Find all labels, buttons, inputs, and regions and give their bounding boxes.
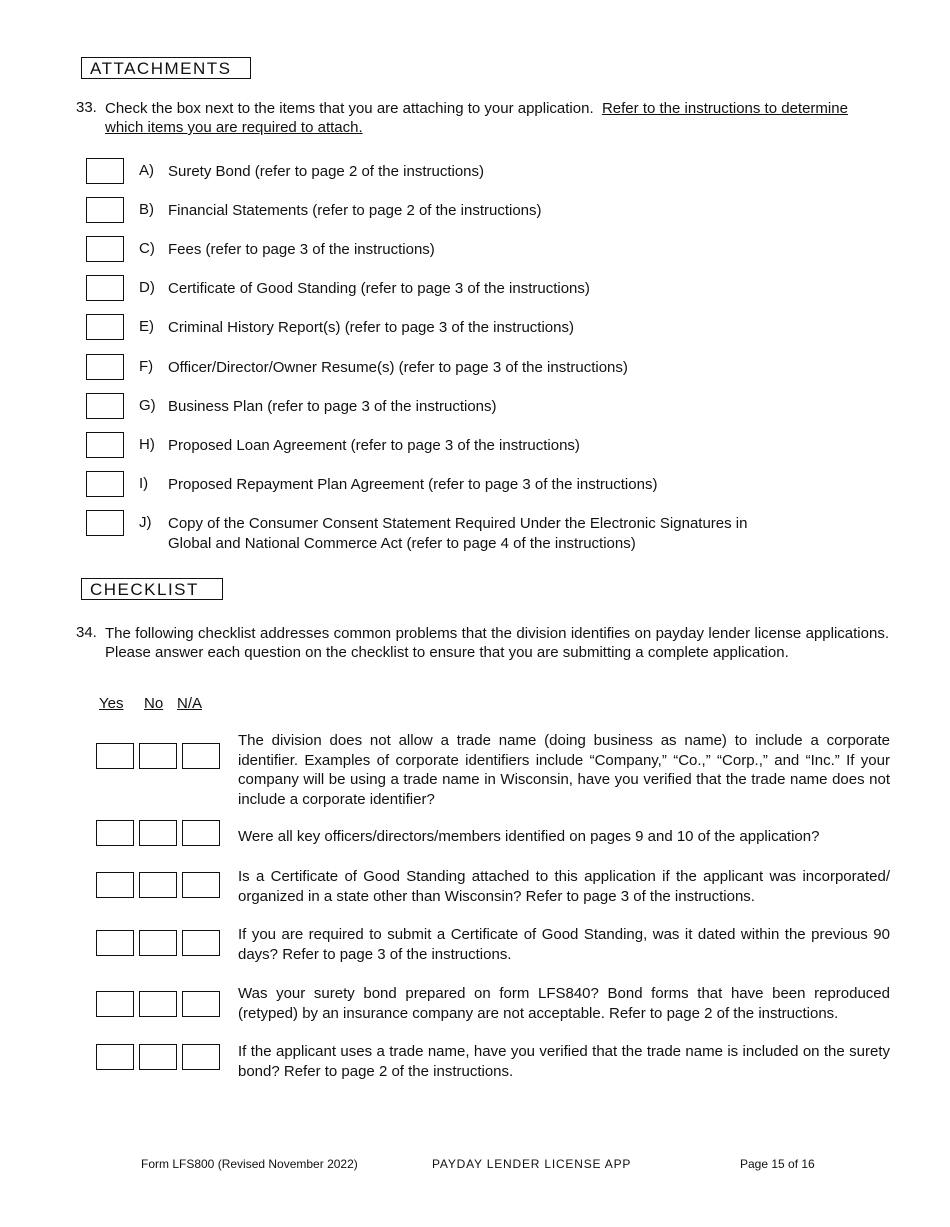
- attachment-letter: J): [139, 514, 152, 531]
- question-34-text: The following checklist addresses common problems that the division identifies on payday lender license applications. Please answer each question on the checklist to ensure that you are submitting a complete application.: [105, 625, 889, 661]
- question-33-text: [105, 99, 890, 137]
- attachment-item-a: [86, 158, 886, 198]
- attachment-checkbox-f[interactable]: [86, 354, 124, 380]
- attachment-checkbox-g[interactable]: [86, 393, 124, 419]
- attachment-item-f: [86, 354, 886, 394]
- checklist-na-checkbox[interactable]: [182, 820, 220, 846]
- checklist-question: Was your surety bond prepared on form LFS840? Bond forms that have been reproduced (retyped) by an insurance company are not acceptable. Refer to page 2 of the instructions.: [238, 985, 890, 1022]
- checklist-no-checkbox[interactable]: [139, 743, 177, 769]
- attachment-item-g: [86, 393, 886, 433]
- attachment-letter: H): [139, 436, 155, 453]
- attachment-label-line1: Copy of the Consumer Consent Statement Required Under the Electronic Signatures in: [168, 515, 748, 532]
- attachment-letter: E): [139, 318, 154, 335]
- attachment-label-line2: Global and National Commerce Act (refer to page 4 of the instructions): [168, 535, 636, 552]
- attachment-checkbox-b[interactable]: [86, 197, 124, 223]
- attachment-checkbox-h[interactable]: [86, 432, 124, 458]
- question-34-number: 34.: [76, 624, 97, 641]
- attachment-label: Officer/Director/Owner Resume(s) (refer to page 3 of the instructions): [168, 359, 628, 376]
- attachment-label: Criminal History Report(s) (refer to page 3 of the instructions): [168, 319, 574, 336]
- checklist-no-checkbox[interactable]: [139, 872, 177, 898]
- attachment-item-b: [86, 197, 886, 237]
- attachment-label: Certificate of Good Standing (refer to page 3 of the instructions): [168, 280, 590, 297]
- checklist-na-checkbox[interactable]: [182, 991, 220, 1017]
- checklist-question: If you are required to submit a Certificate of Good Standing, was it dated within the previous 90 days? Refer to page 3 of the instructions.: [238, 926, 890, 963]
- checklist-yes-checkbox[interactable]: [96, 1044, 134, 1070]
- attachment-label: Proposed Repayment Plan Agreement (refer to page 3 of the instructions): [168, 476, 658, 493]
- checklist-yes-checkbox[interactable]: [96, 991, 134, 1017]
- checklist-no-checkbox[interactable]: [139, 930, 177, 956]
- attachment-label: Business Plan (refer to page 3 of the instructions): [168, 398, 497, 415]
- checklist-question: If the applicant uses a trade name, have you verified that the trade name is included on the surety bond? Refer to page 2 of the instructions.: [238, 1043, 890, 1080]
- attachment-label: Fees (refer to page 3 of the instructions): [168, 241, 435, 258]
- footer-form-id: Form LFS800 (Revised November 2022): [141, 1157, 358, 1171]
- attachment-letter: F): [139, 358, 154, 375]
- attachment-checkbox-j[interactable]: [86, 510, 124, 536]
- attachment-item-j: [86, 510, 886, 558]
- attachment-label: Proposed Loan Agreement (refer to page 3 of the instructions): [168, 437, 580, 454]
- attachment-letter: B): [139, 201, 154, 218]
- checklist-section-header: CHECKLIST: [81, 578, 223, 600]
- question-33-number: 33.: [76, 99, 97, 116]
- attachment-checkbox-d[interactable]: [86, 275, 124, 301]
- column-header-yes: Yes: [99, 695, 124, 712]
- attachment-item-i: [86, 471, 886, 511]
- column-header-no: No: [144, 695, 164, 712]
- checklist-no-checkbox[interactable]: [139, 820, 177, 846]
- question-33-intro: Check the box next to the items that you are attaching to your application.: [105, 100, 594, 117]
- attachment-checkbox-c[interactable]: [86, 236, 124, 262]
- checklist-yes-checkbox[interactable]: [96, 930, 134, 956]
- question-33-link-line2: which items you are required to attach.: [105, 119, 363, 136]
- attachment-letter: A): [139, 162, 154, 179]
- attachment-letter: C): [139, 240, 155, 257]
- footer-page-number: Page 15 of 16: [740, 1157, 815, 1171]
- attachment-item-h: [86, 432, 886, 472]
- question-33-link-line1: Refer to the instructions to determine: [601, 100, 848, 117]
- attachment-letter: G): [139, 397, 156, 414]
- attachment-checkbox-e[interactable]: [86, 314, 124, 340]
- attachment-letter: D): [139, 279, 155, 296]
- checklist-no-checkbox[interactable]: [139, 991, 177, 1017]
- attachment-item-d: [86, 275, 886, 315]
- checklist-na-checkbox[interactable]: [182, 1044, 220, 1070]
- checklist-yes-checkbox[interactable]: [96, 820, 134, 846]
- column-header-na: N/A: [177, 695, 203, 712]
- checklist-na-checkbox[interactable]: [182, 743, 220, 769]
- checklist-question: Is a Certificate of Good Standing attached to this application if the applicant was incorporated/ organized in a state other than Wisconsin? Refer to page 3 of the instructions.: [238, 868, 890, 905]
- footer-title: PAYDAY LENDER LICENSE APP: [432, 1157, 632, 1171]
- attachment-letter: I): [139, 475, 149, 492]
- attachment-item-e: [86, 314, 886, 354]
- attachments-section-header: ATTACHMENTS: [81, 57, 251, 79]
- checklist-question: Were all key officers/directors/members identified on pages 9 and 10 of the application?: [238, 828, 820, 845]
- attachment-item-c: [86, 236, 886, 276]
- checklist-no-checkbox[interactable]: [139, 1044, 177, 1070]
- checklist-na-checkbox[interactable]: [182, 872, 220, 898]
- attachment-label: Surety Bond (refer to page 2 of the instructions): [168, 163, 485, 180]
- attachment-label: [168, 514, 828, 554]
- attachment-checkbox-a[interactable]: [86, 158, 124, 184]
- checklist-yes-checkbox[interactable]: [96, 872, 134, 898]
- attachment-label: Financial Statements (refer to page 2 of the instructions): [168, 202, 542, 219]
- checklist-na-checkbox[interactable]: [182, 930, 220, 956]
- attachment-checkbox-i[interactable]: [86, 471, 124, 497]
- checklist-yes-checkbox[interactable]: [96, 743, 134, 769]
- checklist-question: The division does not allow a trade name (doing business as name) to include a corporate identifier. Examples of corporate identifiers include “Company,” “Co.,” “Corp.,” and “Inc.” If your company will be using a trade name in Wisconsin, have you verified that the trade name does not include a corporate identifier?: [238, 732, 890, 808]
